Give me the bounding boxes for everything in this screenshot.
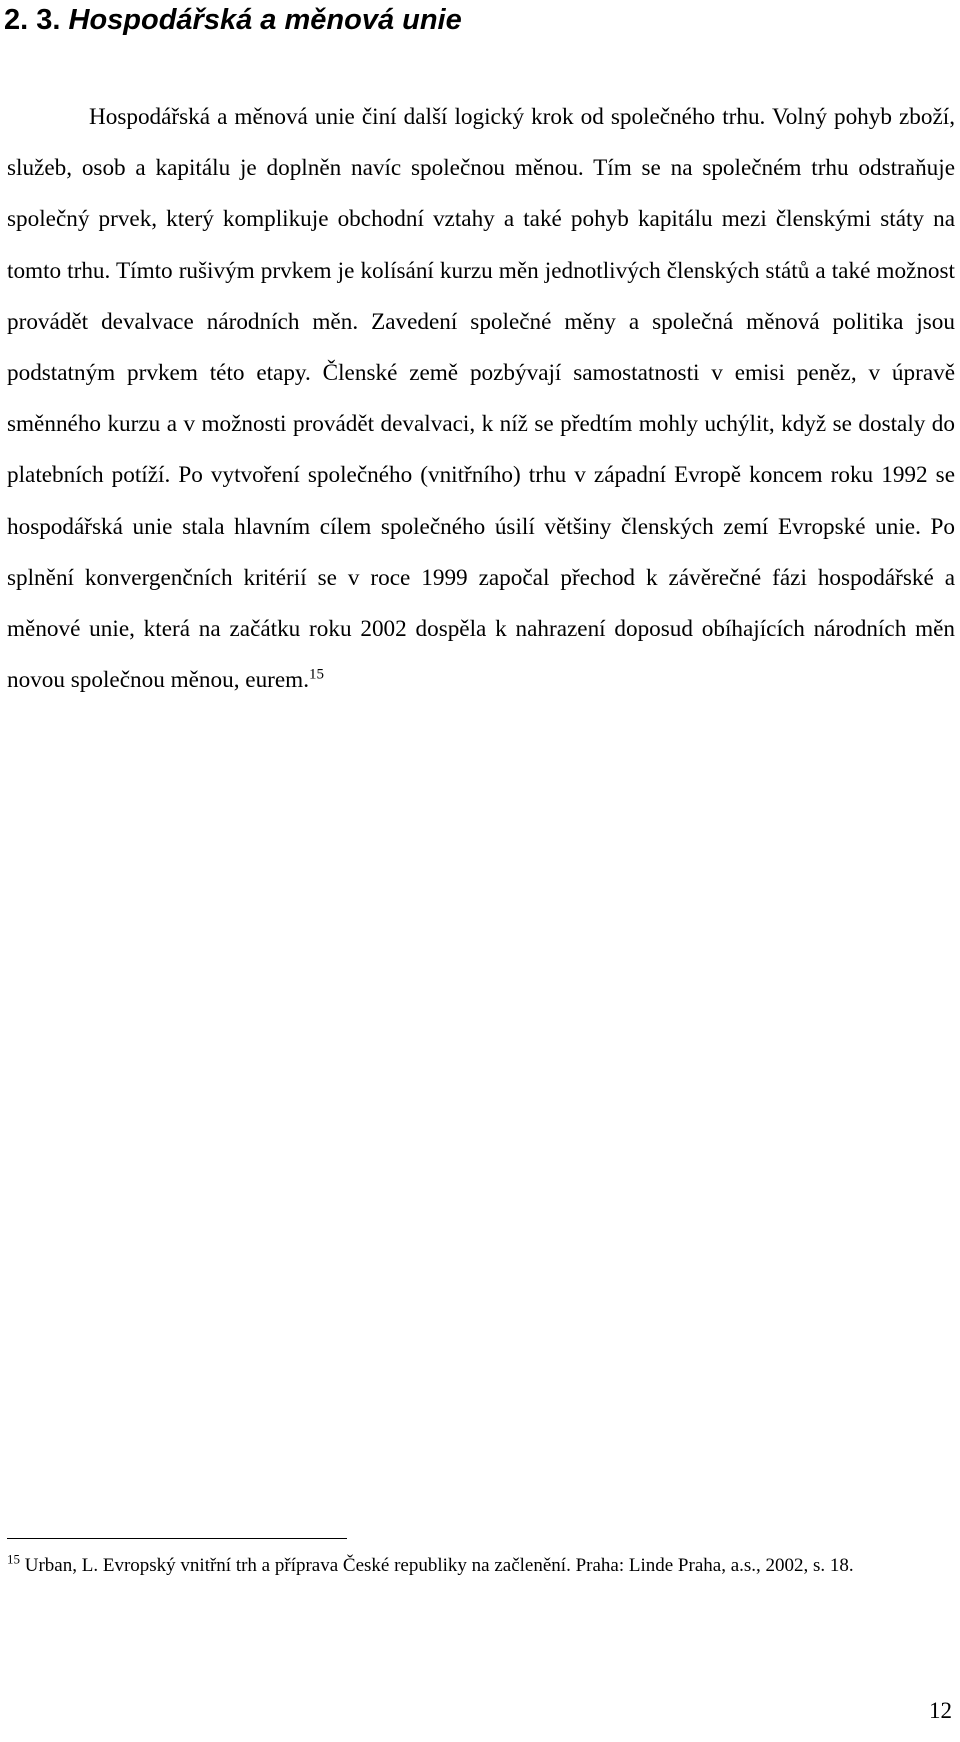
section-heading bbox=[4, 0, 462, 40]
section-number: 2. 3. bbox=[4, 4, 61, 36]
body-paragraph bbox=[7, 92, 955, 706]
section-title: Hospodářská a měnová unie bbox=[68, 4, 462, 36]
footnote-reference: 15 bbox=[309, 666, 325, 683]
footnote-text: Urban, L. Evropský vnitřní trh a příprava České republiky na začlenění. Praha: Linde Praha, a.s., 2002, s. 18. bbox=[20, 1555, 854, 1576]
footnote bbox=[7, 1546, 955, 1586]
footnote-marker: 15 bbox=[7, 1551, 20, 1567]
page-number: 12 bbox=[929, 1698, 952, 1723]
body-paragraph-text: Hospodářská a měnová unie činí další logický krok od společného trhu. Volný pohyb zboží, služeb, osob a kapitálu je doplněn navíc společnou měnou. Tím se na společném trhu odstraňuje společný prvek, který komplikuje obchodní vztahy a také pohyb kapitálu mezi členskými státy na tomto trhu. Tímto rušivým prvkem je kolísání kurzu měn jednotlivých členských států a také možnost provádět devalvace národních měn. Zavedení společné měny a společná měnová politika jsou podstatným prvkem této etapy. Členské země pozbývají samostatnosti v emisi peněz, v úpravě směnného kurzu a v možnosti provádět devalvaci, k níž se předtím mohly uchýlit, když se dostaly do platebních potíží. Po vytvoření společného (vnitřního) trhu v západní Evropě koncem roku 1992 se hospodářská unie stala hlavním cílem společného úsilí většiny členských zemí Evropské unie. Po splnění konvergenčních kritérií se v roce 1999 započal přechod k závěrečné fázi hospodářské a měnové unie, která na začátku roku 2002 dospěla k nahrazení doposud obíhajících národních měn novou společnou měnou, eurem. bbox=[7, 104, 955, 694]
footnote-separator bbox=[7, 1538, 347, 1539]
